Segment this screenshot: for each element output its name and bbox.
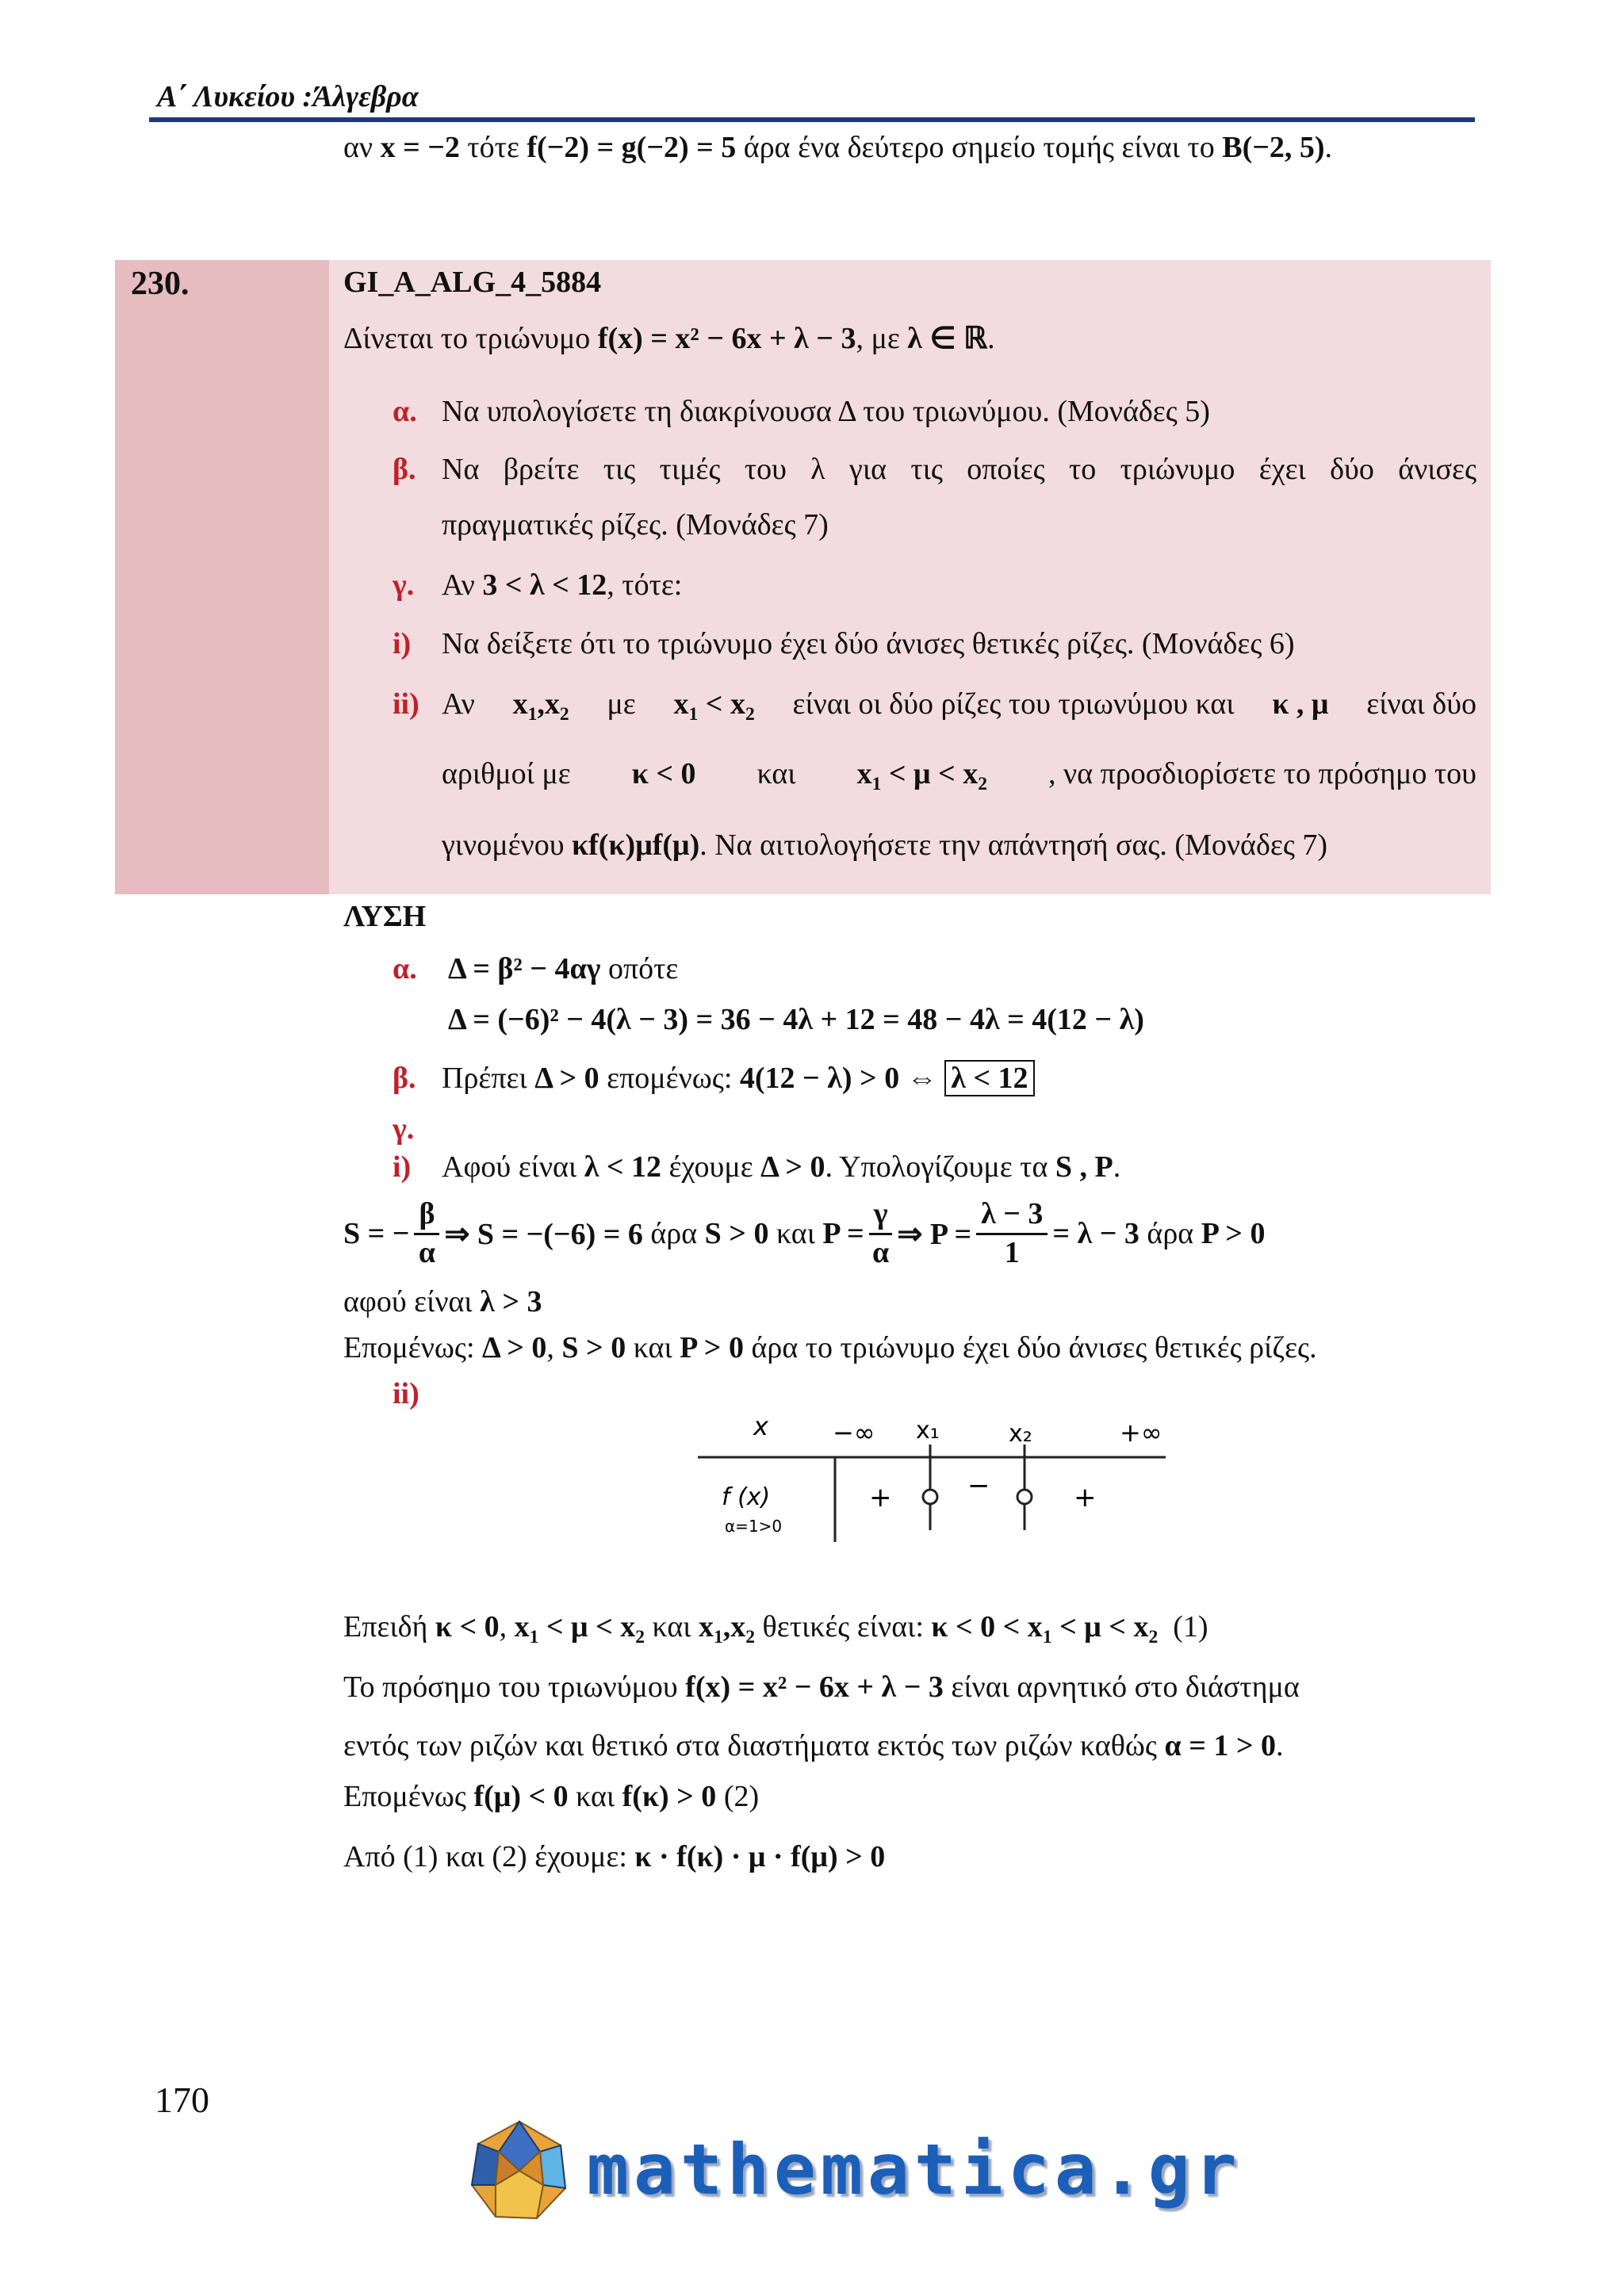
solution-title: ΛΥΣΗ: [343, 900, 427, 933]
sign-table-fx-sub: α=1>0: [725, 1517, 783, 1536]
part-ii-line1: Αν $x_1,x_2$ με $x_1 < x_2$ είναι οι δύο ρίζες του τριωνύμου και κ , μ είναι δύο: [442, 687, 1477, 725]
problem-intro: Δίνεται το τριώνυμο f(x) = x² − 6x + λ − 3, με λ ∈ ℝ.: [343, 322, 995, 355]
solution-sp-line: S = − $\frac{\beta}{\alpha}$ ⇒ S = −(−6) = 6 άρα S > 0 και P = $\frac{\gamma}{\alpha}$ ⇒ P = $\frac{\lambda - 3}{1}$ = λ − 3 άρα P > 0: [343, 1196, 1265, 1272]
boxed-result: λ < 12: [944, 1060, 1034, 1096]
part-b-label: β.: [393, 453, 416, 486]
solution-ii-label: ii): [393, 1377, 419, 1410]
mu-between-roots: $x_1 < \mu < x_2$: [856, 757, 987, 795]
fraction-l3-over-1: $\frac{\lambda - 3}{1}$: [976, 1196, 1048, 1271]
header-rule: [149, 117, 1475, 122]
solution-b-label: β.: [393, 1062, 416, 1095]
solution-therefore-line: Επομένως: Δ > 0, S > 0 και P > 0 άρα το τριώνυμο έχει δύο άνισες θετικές ρίζες.: [343, 1331, 1317, 1364]
fraction-b-over-a: $\frac{\beta}{\alpha}$: [414, 1196, 439, 1271]
solution-final-line: Από (1) και (2) έχουμε: κ · f(κ) · μ · f(μ) > 0: [343, 1840, 886, 1873]
solution-so-line: Επομένως f(μ) < 0 και f(κ) > 0 (2): [343, 1780, 760, 1813]
page-number: 170: [155, 2080, 209, 2120]
problem-code: GI_A_ALG_4_5884: [343, 266, 602, 299]
solution-a-line2: Δ = (−6)² − 4(λ − 3) = 36 − 4λ + 12 = 48 − 4λ = 4(12 − λ): [448, 1003, 1144, 1036]
part-ii-label: ii): [393, 687, 419, 721]
part-g-label: γ.: [393, 568, 415, 602]
root2-circle: [1017, 1490, 1032, 1504]
solution-b-line: Πρέπει Δ > 0 επομένως: 4(12 − λ) > 0 ⇔ λ < 12: [442, 1061, 1035, 1096]
sign-table-neg-inf: −∞: [833, 1418, 875, 1448]
solution-since-line: αφού είναι λ > 3: [343, 1285, 542, 1318]
solution-i-line: Αφού είναι λ < 12 έχουμε Δ > 0. Υπολογίζουμε τα S , P.: [442, 1150, 1121, 1184]
part-a-label: α.: [393, 395, 417, 428]
problem-number-cell: [115, 260, 329, 894]
sign-table-x-label: x: [753, 1411, 768, 1441]
sign-plus-left: +: [869, 1482, 892, 1513]
roots-x1-x2: $x_1,x_2$: [512, 687, 569, 725]
part-i-text: Να δείξετε ότι το τριώνυμο έχει δύο άνισες θετικές ρίζες. (Μονάδες 6): [442, 627, 1295, 660]
part-b-text-line2: πραγματικές ρίζες. (Μονάδες 7): [442, 508, 829, 541]
sign-table-root1: x₁: [916, 1417, 940, 1445]
sign-table-fx-label: f (x): [722, 1483, 771, 1511]
x1-less-x2: $x_1 < x_2$: [673, 687, 755, 725]
sign-table: [690, 1403, 1174, 1554]
part-ii-line3: γινομένου κf(κ)μf(μ). Να αιτιολογήσετε την απάντησή σας. (Μονάδες 7): [442, 828, 1328, 862]
problem-number: 230.: [131, 266, 190, 302]
sign-table-root2: x₂: [1009, 1420, 1032, 1448]
sign-plus-right: +: [1074, 1482, 1097, 1513]
solution-g-label: γ.: [393, 1112, 415, 1146]
site-logo-text: mathematica.gr: [587, 2129, 1242, 2210]
solution-since2-line: Επειδή κ < 0, $x_1 < \mu < x_2$ και $x_1,x_2$ θετικές είναι: $\kappa < 0 < x_1 < \mu < x_2$ (1): [343, 1610, 1208, 1648]
sign-table-pos-inf: +∞: [1120, 1418, 1162, 1448]
polyhedron-logo-icon: [464, 2115, 575, 2226]
solution-sign-line1: Το πρόσημο του τριωνύμου f(x) = x² − 6x + λ − 3 είναι αρνητικό στο διάστημα: [343, 1670, 1300, 1704]
solution-a-label: α.: [393, 952, 417, 985]
running-header: Α΄ Λυκείου :Άλγεβρα: [157, 80, 419, 113]
sign-minus-middle: −: [967, 1470, 990, 1502]
part-ii-line2: αριθμοί με κ < 0 και $x_1 < \mu < x_2$ , να προσδιορίσετε το πρόσημο του: [442, 757, 1477, 795]
previous-solution-line: αν x = −2 τότε f(−2) = g(−2) = 5 άρα ένα δεύτερο σημείο τομής είναι το B(−2, 5).: [343, 131, 1333, 164]
solution-sign-line2: εντός των ριζών και θετικό στα διαστήματα εκτός των ριζών καθώς α = 1 > 0.: [343, 1729, 1284, 1762]
root1-circle: [923, 1490, 937, 1504]
part-i-label: i): [393, 627, 412, 660]
part-a-text: Να υπολογίσετε τη διακρίνουσα Δ του τριωνύμου. (Μονάδες 5): [442, 395, 1210, 428]
part-g-text: Αν 3 < λ < 12, τότε:: [442, 568, 683, 602]
fraction-g-over-a: $\frac{\gamma}{\alpha}$: [869, 1196, 893, 1271]
solution-a-line1: Δ = β² − 4αγ οπότε: [448, 952, 679, 985]
solution-i-label: i): [393, 1150, 412, 1184]
part-b-text-line1: Να βρείτε τις τιμές του λ για τις οποίες το τριώνυμο έχει δύο άνισες: [442, 453, 1477, 486]
